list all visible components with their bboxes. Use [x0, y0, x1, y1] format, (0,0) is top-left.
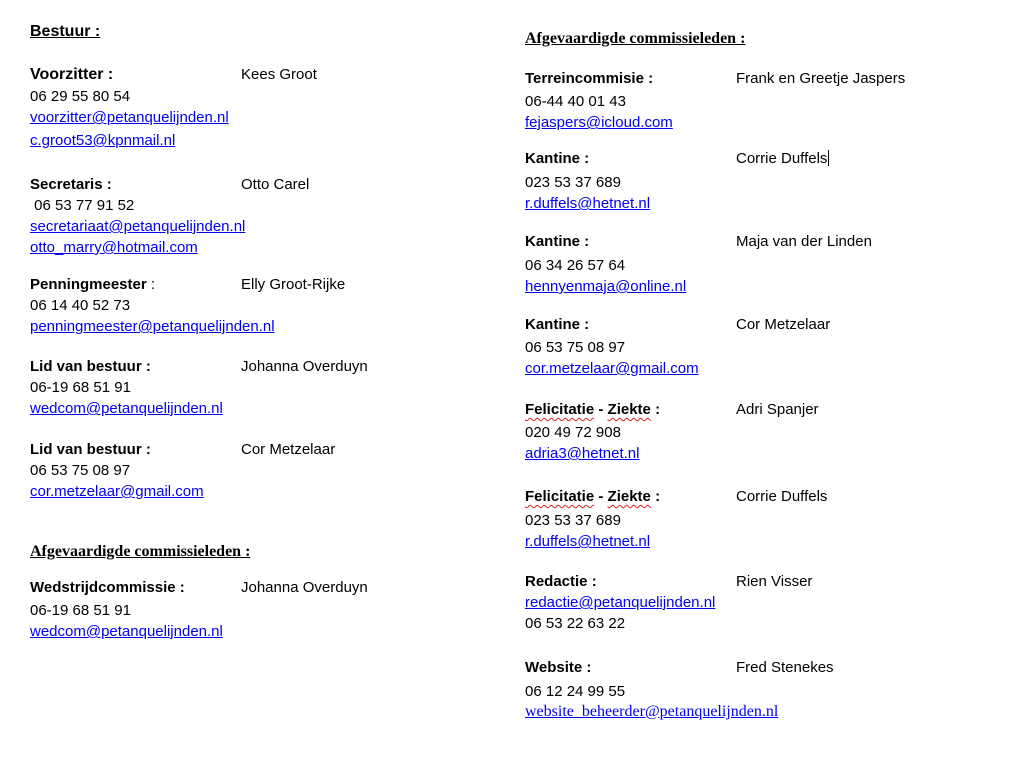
role-label: Redactie :	[525, 573, 597, 590]
contact-name: Johanna Overduyn	[241, 358, 368, 375]
contact-name: Corrie Duffels	[736, 150, 828, 167]
phone-number: 06 53 75 08 97	[525, 339, 626, 356]
phone-number: 06 29 55 80 54	[30, 88, 131, 105]
role-label: Penningmeester	[30, 276, 147, 293]
role-word-ziekte: Ziekte	[607, 488, 651, 505]
phone-number: 023 53 37 689	[525, 174, 621, 191]
contact-name: Corrie Duffels	[736, 488, 828, 505]
contact-name: Frank en Greetje Jaspers	[736, 70, 906, 87]
contact-name: Elly Groot-Rijke	[241, 276, 346, 293]
phone-number: 06-19 68 51 91	[30, 379, 131, 396]
contact-entry-lid-van-bestuur	[30, 356, 500, 419]
role-separator: -	[594, 401, 608, 418]
email-link[interactable]: hennyenmaja@online.nl	[525, 278, 687, 295]
role-label: Kantine :	[525, 150, 590, 167]
contact-name: Rien Visser	[736, 573, 813, 590]
role-colon: :	[650, 401, 661, 418]
email-link[interactable]: r.duffels@hetnet.nl	[525, 195, 651, 212]
role-separator: -	[594, 488, 608, 505]
phone-number: 06 34 26 57 64	[525, 257, 626, 274]
role-label: Website :	[525, 659, 592, 676]
contact-name: Maja van der Linden	[736, 233, 872, 250]
contact-name: Kees Groot	[241, 66, 317, 83]
contact-entry-wedstrijdcommissie	[30, 577, 500, 642]
phone-number: 06 53 22 63 22	[525, 615, 626, 632]
contact-name: Adri Spanjer	[736, 401, 819, 418]
role-label: Kantine :	[525, 233, 590, 250]
role-label: Terreincommisie :	[525, 70, 654, 87]
email-link[interactable]: cor.metzelaar@gmail.com	[30, 483, 204, 500]
role-colon: :	[146, 276, 156, 293]
email-link[interactable]: c.groot53@kpnmail.nl	[30, 132, 176, 149]
bestuur-heading: Bestuur :	[30, 23, 101, 40]
role-label: Voorzitter :	[30, 66, 114, 83]
email-link[interactable]: wedcom@petanquelijnden.nl	[30, 400, 223, 417]
phone-number: 020 49 72 908	[525, 424, 621, 441]
contact-name: Cor Metzelaar	[736, 316, 831, 333]
phone-number: 023 53 37 689	[525, 512, 621, 529]
phone-number: 06 12 24 99 55	[525, 683, 626, 700]
role-label	[525, 401, 660, 418]
email-link[interactable]: fejaspers@icloud.com	[525, 114, 673, 131]
role-label: Kantine :	[525, 316, 590, 333]
role-label: Secretaris :	[30, 176, 112, 193]
role-word-felicitatie: Felicitatie	[525, 488, 595, 505]
commissieleden-heading: Afgevaardigde commissieleden :	[30, 543, 251, 560]
contact-entry-felicitatie-ziekte	[525, 399, 995, 464]
email-link[interactable]: secretariaat@petanquelijnden.nl	[30, 218, 246, 235]
email-link[interactable]: adria3@hetnet.nl	[525, 445, 640, 462]
role-word-felicitatie: Felicitatie	[525, 401, 595, 418]
phone-number: 06 14 40 52 73	[30, 297, 131, 314]
contact-entry-felicitatie-ziekte	[525, 486, 995, 552]
contact-entry-website	[525, 657, 995, 721]
role-colon: :	[650, 488, 661, 505]
role-label: Lid van bestuur :	[30, 441, 151, 458]
phone-number: 06 53 77 91 52	[30, 197, 135, 214]
contact-entry-kantine	[525, 231, 995, 297]
contact-name: Fred Stenekes	[736, 659, 834, 676]
contact-entry-lid-van-bestuur	[30, 439, 500, 502]
email-link[interactable]: otto_marry@hotmail.com	[30, 239, 198, 256]
text-cursor	[828, 150, 829, 166]
contact-entry-redactie	[525, 571, 995, 634]
contact-entry-terreincommisie	[525, 68, 995, 133]
role-label: Lid van bestuur :	[30, 358, 151, 375]
email-link[interactable]: voorzitter@petanquelijnden.nl	[30, 109, 229, 126]
role-label: Wedstrijdcommissie :	[30, 579, 185, 596]
role-label	[525, 488, 660, 505]
email-link[interactable]: redactie@petanquelijnden.nl	[525, 594, 716, 611]
email-link[interactable]: penningmeester@petanquelijnden.nl	[30, 318, 275, 335]
phone-number: 06-44 40 01 43	[525, 93, 626, 110]
email-link[interactable]: wedcom@petanquelijnden.nl	[30, 623, 223, 640]
email-link[interactable]: r.duffels@hetnet.nl	[525, 533, 651, 550]
contact-entry-kantine	[525, 148, 995, 214]
phone-number: 06-19 68 51 91	[30, 602, 131, 619]
contact-entry-secretaris	[30, 174, 500, 258]
contact-entry-kantine	[525, 314, 995, 379]
contact-name: Johanna Overduyn	[241, 579, 368, 596]
contact-name: Otto Carel	[241, 176, 310, 193]
phone-number: 06 53 75 08 97	[30, 462, 131, 479]
email-link[interactable]: website_beheerder@petanquelijnden.nl	[525, 703, 779, 720]
contact-entry-penningmeester	[30, 274, 500, 337]
contact-name: Cor Metzelaar	[241, 441, 336, 458]
role-word-ziekte: Ziekte	[607, 401, 651, 418]
email-link[interactable]: cor.metzelaar@gmail.com	[525, 360, 699, 377]
contact-entry-voorzitter	[30, 63, 500, 151]
commissieleden-heading: Afgevaardigde commissieleden :	[525, 30, 746, 47]
